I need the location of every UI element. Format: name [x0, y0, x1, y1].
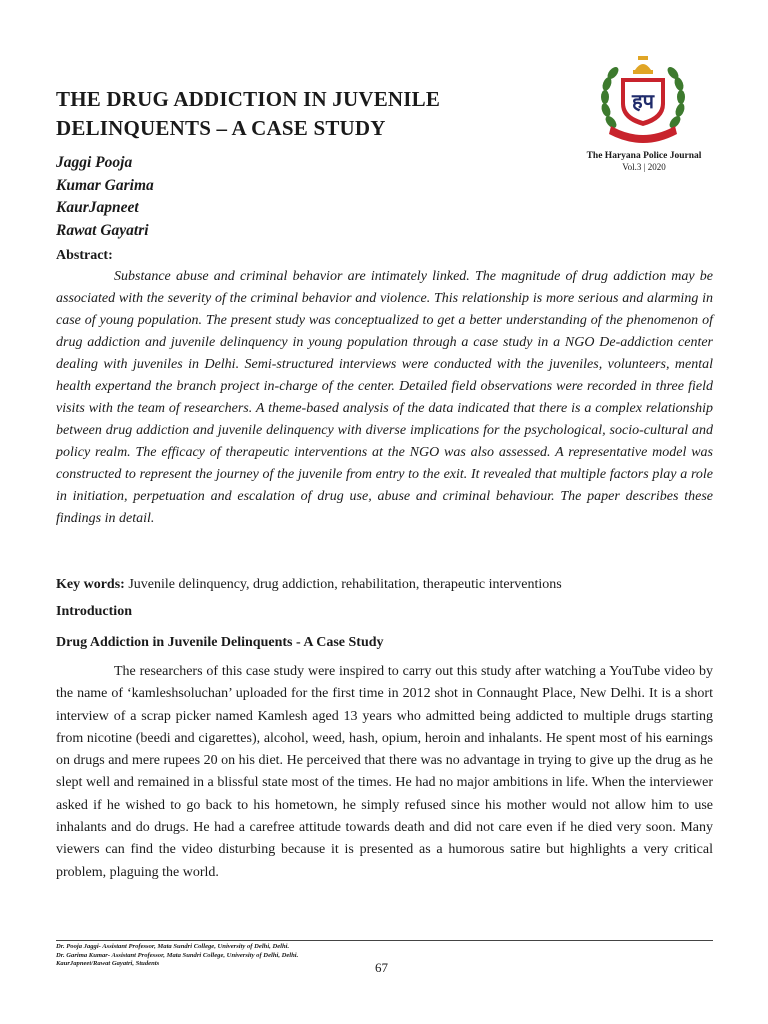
introduction-heading: Introduction	[56, 604, 132, 619]
paper-title: THE DRUG ADDICTION IN JUVENILE DELINQUENTS – A CASE STUDY	[56, 87, 441, 140]
footnote-divider	[56, 940, 713, 941]
author-name: KaurJapneet	[56, 199, 139, 216]
author-name: Rawat Gayatri	[56, 221, 149, 239]
keywords-text: Juvenile delinquency, drug addiction, rehabilitation, therapeutic interventions	[128, 577, 562, 592]
keywords	[56, 575, 713, 595]
footnote: Dr. Garima Kumar- Assistant Professor, Mata Sundri College, University of Delhi, Delhi.	[56, 951, 299, 959]
haryana-police-emblem-icon	[597, 52, 689, 144]
journal-volume: Vol.3 | 2020	[622, 162, 666, 172]
footnote: KaurJapneet/Rawat Gayatri, Students	[56, 960, 160, 967]
section-heading: Drug Addiction in Juvenile Delinquents - A Case Study	[56, 635, 384, 650]
footnote: Dr. Pooja Jaggi- Assistant Professor, Mata Sundri College, University of Delhi, Delhi.	[56, 943, 290, 950]
footnotes	[56, 943, 456, 969]
abstract-text: Substance abuse and criminal behavior are intimately linked. The magnitude of drug addiction may be associated with the severity of the criminal behavior and violence. This relationship is more serious and alarming in case of young population. The present study was conceptualized to get a better understanding of the phenomenon of drug addiction and juvenile delinquency in young population through a case study in a NGO De-addiction center dealing with juveniles in Delhi. Semi-structured interviews were conducted with the juveniles, volunteers, mental health expertand the branch project in-charge of the center. Detailed field observations were recorded in three field visits with the team of researchers. A theme-based analysis of the data indicated that there is a complex relationship between drug addiction and juvenile delinquency with diverse implications for the psychological, socio-cultural and policy realm. The efficacy of therapeutic interventions at the NGO was also assessed. A representative model was constructed to represent the journey of the juvenile from entry to the exit. It revealed that multiple factors play a role in initiation, perpetuation and escalation of drug use, abuse and criminal behaviour. The paper describes these findings in detail.	[56, 269, 713, 526]
author-list	[56, 152, 154, 242]
body-paragraph: The researchers of this case study were inspired to carry out this study after watching a YouTube video by the name of ‘kamleshsoluchan’ uploaded for the first time in 2012 shot in Connaught Place, New Delhi. It is a short interview of a scrap picker named Kamlesh aged 13 years who admitted being addicted to multiple drugs starting from nicotine (beedi and cigarettes), alcohol, weed, hash, opium, heroin and inhalants. He spent most of his earnings on drugs and mere rupees 20 on his diet. He perceived that there was no advantage in trying to give up the drug as he slept well and remained in a blissful state most of the times. He had no major ambitions in life. When the interviewer asked if he wished to go back to his hometown, he simply refused since his mother would not allow him to use inhalants and do drugs. He had a carefree attitude towards death and did not care even if he died very soon. Many viewers can find the video disturbing because it is presented as a humorous satire but highlights a very critical problem, plaguing the world.	[56, 664, 713, 880]
author-name: Jaggi Pooja	[56, 154, 133, 171]
journal-info	[570, 151, 718, 172]
keywords-label: Key words:	[56, 577, 125, 592]
svg-text:हप: हप	[632, 89, 654, 113]
page-number: 67	[375, 960, 388, 975]
abstract-label: Abstract:	[56, 248, 113, 263]
journal-name: The Haryana Police Journal	[586, 151, 702, 161]
author-name: Kumar Garima	[56, 176, 154, 194]
